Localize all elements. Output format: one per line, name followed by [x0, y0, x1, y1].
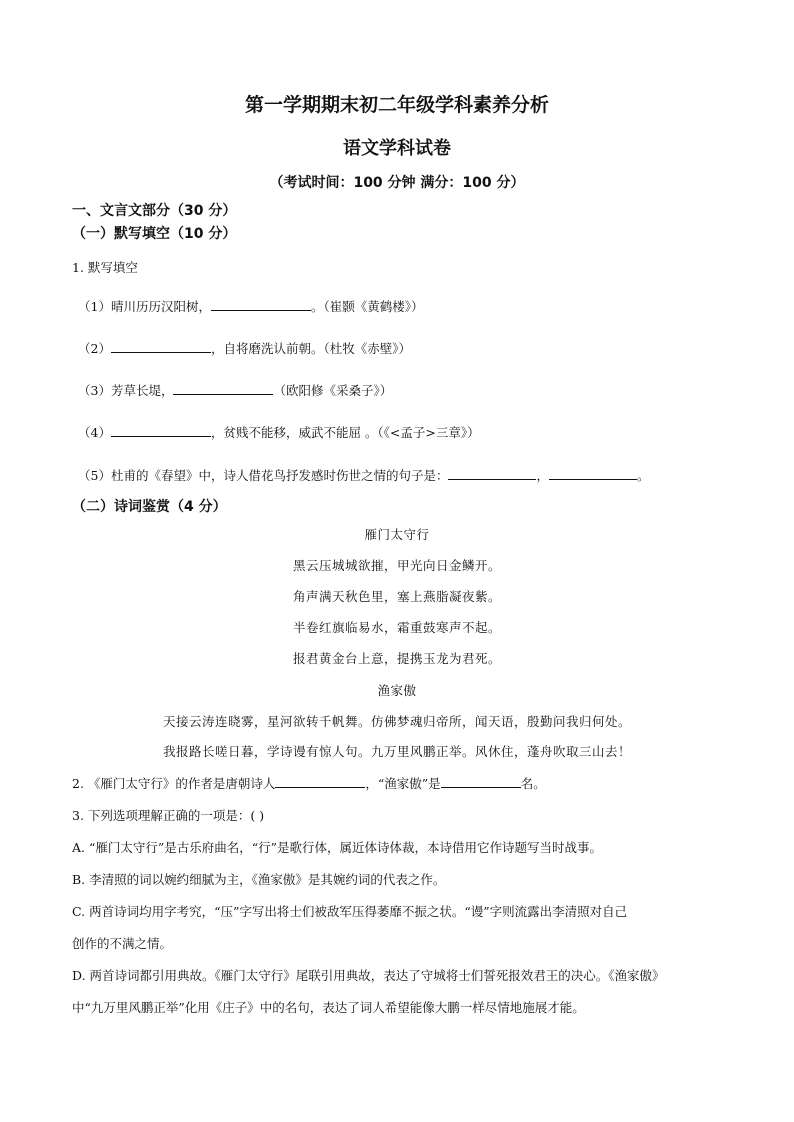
page-title: 第一学期期末初二年级学科素养分析 [244, 94, 549, 116]
answer-blank[interactable] [211, 297, 311, 311]
option-c-continued: 创作的不满之情。 [72, 936, 173, 951]
answer-blank[interactable] [441, 774, 521, 788]
poem-title: 雁门太守行 [364, 527, 430, 542]
poem-line: 半卷红旗临易水，霜重鼓寒声不起。 [292, 620, 501, 635]
answer-blank[interactable] [111, 339, 211, 353]
option-d-continued: 中“九万里风鹏正举”化用《庄子》中的名句，表达了词人希望能像大鹏一样尽情地施展才能。 [72, 1000, 585, 1015]
poem-line: 角声满天秋色里，塞上燕脂凝夜紫。 [292, 589, 501, 604]
section-heading: 一、文言文部分（30 分） [72, 203, 237, 219]
subsection-heading-dictation: （一）默写填空（10 分） [72, 226, 237, 242]
answer-blank[interactable] [448, 466, 536, 480]
answer-blank[interactable] [111, 423, 211, 437]
question-2: 2. 《雁门太守行》的作者是唐朝诗人 ，“渔家傲”是 名。 [72, 776, 546, 791]
answer-blank[interactable] [173, 381, 273, 395]
option-c[interactable]: C. 两首诗词均用字考究，“压”字写出将士们被敌军压得萎靡不振之状。“谩”字则流露出李清照对自己 [72, 904, 628, 919]
option-d[interactable]: D. 两首诗词都引用典故。《雁门太守行》尾联引用典故，表达了守城将士们誓死报效君王的决心。《渔家傲》 [72, 968, 665, 983]
answer-blank[interactable] [549, 466, 637, 480]
dictation-item-2: （2） ，自将磨洗认前朝。（杜牧《赤壁》） [78, 341, 411, 356]
dictation-item-5: （5）杜甫的《春望》中，诗人借花鸟抒发感时伤世之情的句子是： ， 。 [78, 468, 650, 483]
option-a[interactable]: A. “雁门太守行”是古乐府曲名，“行”是歌行体，属近体诗体裁，本诗借用它作诗题写当时战事。 [72, 840, 603, 855]
exam-info: （考试时间：100 分钟 满分：100 分） [269, 175, 525, 191]
poem-line: 黑云压城城欲摧，甲光向日金鳞开。 [292, 558, 501, 573]
subsection-heading-poetry: （二）诗词鉴赏（4 分） [72, 499, 227, 515]
poem-line: 报君黄金台上意，提携玉龙为君死。 [292, 651, 501, 666]
question-1-label: 1. 默写填空 [72, 260, 138, 275]
dictation-item-1: （1）晴川历历汉阳树， 。（崔颢《黄鹤楼》） [78, 299, 424, 314]
poem-line: 我报路长嗟日暮，学诗谩有惊人句。九万里风鹏正举。风休住，蓬舟吹取三山去！ [162, 744, 631, 759]
answer-blank[interactable] [275, 774, 365, 788]
question-3-stem: 3. 下列选项理解正确的一项是：( ) [72, 808, 265, 823]
poem-line: 天接云涛连晓雾，星河欲转千帆舞。仿佛梦魂归帝所，闻天语，殷勤问我归何处。 [162, 714, 631, 729]
dictation-item-4: （4） ，贫贱不能移，威武不能屈 。（《<孟子>三章》） [78, 425, 480, 440]
page-subtitle: 语文学科试卷 [343, 138, 451, 159]
poem-title: 渔家傲 [377, 683, 417, 698]
option-b[interactable]: B. 李清照的词以婉约细腻为主，《渔家傲》是其婉约词的代表之作。 [72, 872, 446, 887]
dictation-item-3: （3）芳草长堤， （欧阳修《采桑子》） [78, 383, 393, 398]
